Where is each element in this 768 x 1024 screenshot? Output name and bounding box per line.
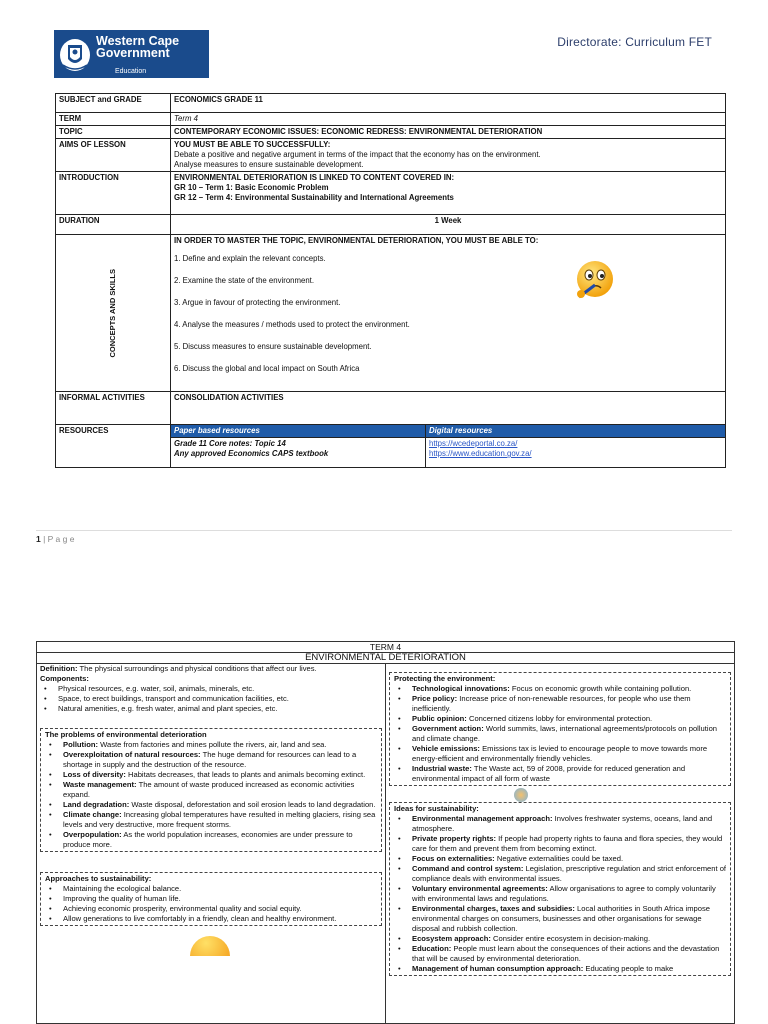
ideas-box <box>389 802 731 976</box>
aims-item: Analyse measures to ensure sustainable development. <box>174 160 364 169</box>
education-gov-link[interactable]: https://www.education.gov.za/ <box>429 449 532 458</box>
aims-label: AIMS OF LESSON <box>56 139 171 172</box>
org-line1: Western Cape <box>96 34 180 48</box>
list-item: • Public opinion: Concerned citizens lobby for environmental protection. <box>394 714 726 724</box>
list-item: • Environmental management approach: Involves freshwater systems, oceans, land and atmosphere. <box>394 814 726 834</box>
ideas-heading: Ideas for sustainability: <box>394 804 479 813</box>
org-sub: Education <box>115 68 147 75</box>
aims-item: Debate a positive and negative argument in terms of the impact that the economy has on the environment. <box>174 150 541 159</box>
paper-resource: Any approved Economics CAPS textbook <box>174 449 329 458</box>
intro-cell <box>171 172 726 215</box>
skill-item: 2. Examine the state of the environment. <box>174 276 314 285</box>
emoji-decoration-icon <box>40 928 382 948</box>
components-list <box>40 684 382 714</box>
list-item: • Allow generations to live comfortably in a friendly, clean and healthy environment. <box>45 914 377 924</box>
list-item: • Technological innovations: Focus on economic growth while containing pollution. <box>394 684 726 694</box>
ideas-list <box>394 814 726 974</box>
list-item: • Voluntary environmental agreements: Allow organisations to agree to comply voluntarily with environmental laws and regulations. <box>394 884 726 904</box>
subject-label: SUBJECT and GRADE <box>56 94 171 113</box>
term-value: Term 4 <box>171 113 726 126</box>
intro-item: GR 12 – Term 4: Environmental Sustainability and International Agreements <box>174 193 454 202</box>
list-item: • Price policy: Increase price of non-renewable resources, for people who use them inefficiently. <box>394 694 726 714</box>
notes-title: ENVIRONMENTAL DETERIORATION <box>37 653 735 664</box>
coat-of-arms-icon <box>54 30 96 78</box>
problems-box <box>40 728 382 852</box>
intro-label: INTRODUCTION <box>56 172 171 215</box>
informal-value: CONSOLIDATION ACTIVITIES <box>171 392 726 425</box>
protecting-list <box>394 684 726 784</box>
list-item: • Ecosystem approach: Consider entire ecosystem in decision-making. <box>394 934 726 944</box>
list-item: • Overexploitation of natural resources: The huge demand for resources can lead to a shortage in supply and the destruction of the resource. <box>45 750 377 770</box>
resources-label: RESOURCES <box>56 425 171 468</box>
skill-item: 1. Define and explain the relevant concepts. <box>174 254 326 263</box>
definition-label: Definition: <box>40 664 78 673</box>
approaches-box <box>40 872 382 926</box>
components-label: Components: <box>40 674 89 683</box>
digital-resources-heading: Digital resources <box>426 425 726 438</box>
list-item: • Natural amenities, e.g. fresh water, animal and plant species, etc. <box>40 704 382 714</box>
duration-label: DURATION <box>56 215 171 235</box>
paper-resources-heading: Paper based resources <box>171 425 426 438</box>
concepts-cell <box>171 235 726 392</box>
list-item: • Government action: World summits, laws, international agreements/protocols on pollution and climate change. <box>394 724 726 744</box>
skill-item: 5. Discuss measures to ensure sustainable development. <box>174 342 372 351</box>
notes-left-column <box>37 664 386 1024</box>
approaches-heading: Approaches to sustainability: <box>45 874 152 883</box>
wcedeportal-link[interactable]: https://wcedeportal.co.za/ <box>429 439 518 448</box>
digital-resources-cell <box>426 438 726 468</box>
decoration-icon <box>389 788 731 800</box>
aims-cell <box>171 139 726 172</box>
page-word: | P a g e <box>43 534 75 544</box>
list-item: • Command and control system: Legislation, prescriptive regulation and strict enforcement of compliance deals with environmental issues. <box>394 864 726 884</box>
term-label: TERM <box>56 113 171 126</box>
duration-value: 1 Week <box>171 215 726 235</box>
list-item: • Achieving economic prosperity, environmental quality and social equity. <box>45 904 377 914</box>
paper-resource: Grade 11 Core notes: Topic 14 <box>174 439 286 448</box>
list-item: • Improving the quality of human life. <box>45 894 377 904</box>
aims-heading: YOU MUST BE ABLE TO SUCCESSFULLY: <box>174 140 331 149</box>
list-item: • Climate change: Increasing global temperatures have resulted in melting glaciers, rising sea levels and very destructive, more frequent storms. <box>45 810 377 830</box>
informal-label: INFORMAL ACTIVITIES <box>56 392 171 425</box>
subject-value: ECONOMICS GRADE 11 <box>171 94 726 113</box>
protecting-box <box>389 672 731 786</box>
list-item: • Space, to erect buildings, transport and communication facilities, etc. <box>40 694 382 704</box>
definition-text: The physical surroundings and physical conditions that affect our lives. <box>79 664 317 673</box>
wcg-logo <box>54 30 209 78</box>
org-line2: Government <box>96 46 170 60</box>
topic-value: CONTEMPORARY ECONOMIC ISSUES: ECONOMIC REDRESS: ENVIRONMENTAL DETERIORATION <box>171 126 726 139</box>
protecting-heading: Protecting the environment: <box>394 674 496 683</box>
list-item: • Management of human consumption approach: Educating people to make <box>394 964 726 974</box>
lesson-plan-table <box>55 93 726 468</box>
page-number <box>36 534 74 544</box>
list-item: • Waste management: The amount of waste produced increased as economic activities expand. <box>45 780 377 800</box>
list-item: • Pollution: Waste from factories and mines pollute the rivers, air, land and sea. <box>45 740 377 750</box>
problems-heading: The problems of environmental deterioration <box>45 730 207 739</box>
concepts-label-cell <box>56 235 171 392</box>
concepts-heading: IN ORDER TO MASTER THE TOPIC, ENVIRONMENTAL DETERIORATION, YOU MUST BE ABLE TO: <box>174 236 539 245</box>
list-item: • Environmental charges, taxes and subsidies: Local authorities in South Africa impose environmental charges on consumers, businesses and other organisations for sewage disposal and rubbish collection. <box>394 904 726 934</box>
list-item: • Maintaining the ecological balance. <box>45 884 377 894</box>
approaches-list <box>45 884 377 924</box>
list-item: • Focus on externalities: Negative externalities could be taxed. <box>394 854 726 864</box>
list-item: • Vehicle emissions: Emissions tax is levied to encourage people to move towards more energy-efficient and environmentally friendly vehicles. <box>394 744 726 764</box>
intro-heading: ENVIRONMENTAL DETERIORATION IS LINKED TO CONTENT COVERED IN: <box>174 173 455 182</box>
notes-term: TERM 4 <box>37 642 735 653</box>
list-item: • Overpopulation: As the world population increases, economies are under pressure to produce more. <box>45 830 377 850</box>
list-item: • Loss of diversity: Habitats decreases, that leads to plants and animals becoming extinct. <box>45 770 377 780</box>
skill-item: 4. Analyse the measures / methods used to protect the environment. <box>174 320 410 329</box>
list-item: • Education: People must learn about the consequences of their actions and the devastation that will be caused by environmental deterioration. <box>394 944 726 964</box>
concepts-label: CONCEPTS AND SKILLS <box>108 268 117 358</box>
page-divider <box>36 530 732 531</box>
skill-item: 6. Discuss the global and local impact on South Africa <box>174 364 360 373</box>
thinking-emoji-icon <box>571 257 619 305</box>
skill-item: 3. Argue in favour of protecting the environment. <box>174 298 341 307</box>
intro-item: GR 10 – Term 1: Basic Economic Problem <box>174 183 329 192</box>
topic-label: TOPIC <box>56 126 171 139</box>
list-item: • Private property rights: If people had property rights to fauna and flora species, they would care for them and prevent them from becoming extinct. <box>394 834 726 854</box>
directorate-title: Directorate: Curriculum FET <box>557 35 712 49</box>
list-item: • Physical resources, e.g. water, soil, animals, minerals, etc. <box>40 684 382 694</box>
problems-list <box>45 740 377 850</box>
page-number-value: 1 <box>36 534 41 544</box>
notes-right-column <box>386 664 735 1024</box>
notes-table <box>36 641 735 1024</box>
paper-resources-cell <box>171 438 426 468</box>
list-item: • Industrial waste: The Waste act, 59 of 2008, provide for reduced generation and environmental impact of all form of waste <box>394 764 726 784</box>
list-item: • Land degradation: Waste disposal, deforestation and soil erosion leads to land degradation. <box>45 800 377 810</box>
